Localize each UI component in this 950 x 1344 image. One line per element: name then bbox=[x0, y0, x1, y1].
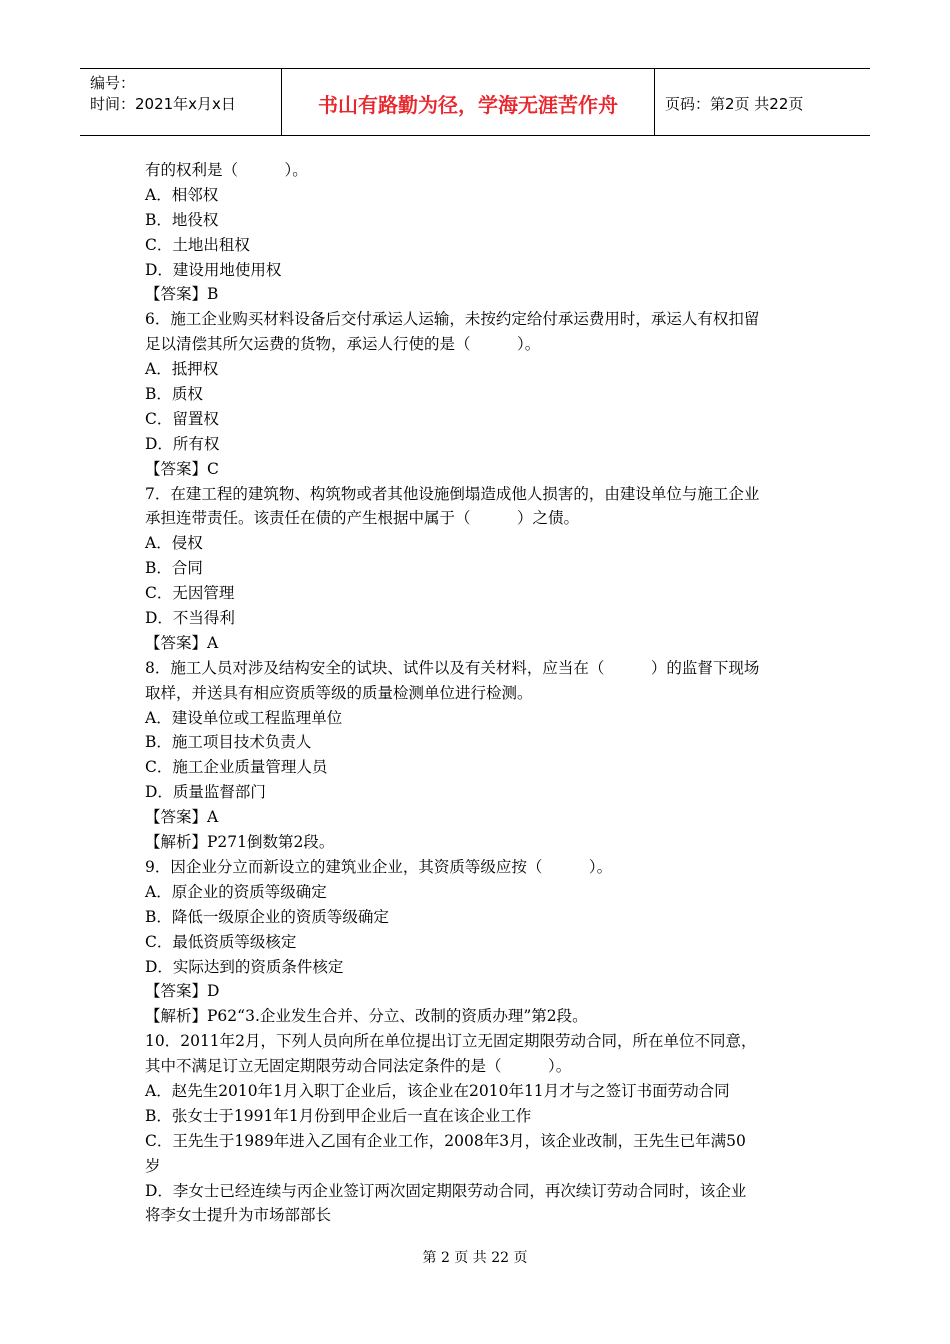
text-line: A．建设单位或工程监理单位 bbox=[145, 708, 343, 727]
text-line: B．施工项目技术负责人 bbox=[145, 733, 312, 752]
text-line: 有的权利是（ ）。 bbox=[145, 161, 308, 179]
text-line: 9．因企业分立而新设立的建筑业企业，其资质等级应按（ ）。 bbox=[145, 857, 613, 876]
text-line: B．合同 bbox=[145, 559, 203, 578]
text-line: C．无因管理 bbox=[145, 584, 235, 603]
text-line: 【解析】P271倒数第2段。 bbox=[145, 833, 335, 852]
text-line: D．不当得利 bbox=[145, 609, 235, 628]
text-line: 取样，并送具有相应资质等级的质量检测单位进行检测。 bbox=[145, 683, 533, 702]
text-line: C．王先生于1989年进入乙国有企业工作，2008年3月，该企业改制，王先生已年满50 bbox=[145, 1131, 746, 1150]
header-page-info: 页码：第2页 共22页 bbox=[665, 95, 804, 113]
text-line: A．抵押权 bbox=[145, 360, 219, 379]
header-motto: 书山有路勤为径，学海无涯苦作舟 bbox=[318, 93, 618, 117]
text-line: 7．在建工程的建筑物、构筑物或者其他设施倒塌造成他人损害的，由建设单位与施工企业 bbox=[145, 484, 760, 503]
text-line: B．地役权 bbox=[145, 210, 219, 229]
text-line: 【答案】C bbox=[145, 459, 219, 478]
header-divider-right bbox=[654, 69, 655, 136]
text-line: D．实际达到的资质条件核定 bbox=[145, 957, 344, 976]
text-line: 其中不满足订立无固定期限劳动合同法定条件的是（ ）。 bbox=[145, 1057, 572, 1076]
text-line: 将李女士提升为市场部部长 bbox=[145, 1206, 332, 1225]
text-line: 8．施工人员对涉及结构安全的试块、试件以及有关材料，应当在（ ）的监督下现场 bbox=[145, 658, 760, 677]
serial-label: 编号： bbox=[90, 74, 136, 92]
text-line: A．赵先生2010年1月入职丁企业后，该企业在2010年11月才与之签订书面劳动合同 bbox=[145, 1081, 730, 1100]
text-line: A．相邻权 bbox=[145, 185, 219, 204]
text-line: C．最低资质等级核定 bbox=[145, 932, 297, 951]
date-line: 时间：2021年x月x日 bbox=[90, 95, 236, 113]
text-line: D．所有权 bbox=[145, 434, 220, 453]
text-line: B．质权 bbox=[145, 385, 203, 404]
text-line: 足以清偿其所欠运费的货物，承运人行使的是（ ）。 bbox=[145, 335, 541, 354]
text-line: 6．施工企业购买材料设备后交付承运人运输，未按约定给付承运费用时，承运人有权扣留 bbox=[145, 310, 760, 329]
text-line: B．降低一级原企业的资质等级确定 bbox=[145, 907, 389, 926]
text-line: B．张女士于1991年1月份到甲企业后一直在该企业工作 bbox=[145, 1106, 532, 1125]
text-line: A．原企业的资质等级确定 bbox=[145, 882, 327, 901]
header-meta bbox=[90, 73, 236, 115]
text-line: A．侵权 bbox=[145, 534, 203, 553]
text-line: C．土地出租权 bbox=[145, 235, 250, 254]
text-line: 【解析】P62“3.企业发生合并、分立、改制的资质办理”第2段。 bbox=[145, 1007, 588, 1026]
text-line: C．留置权 bbox=[145, 409, 219, 428]
text-line: 【答案】A bbox=[145, 633, 219, 652]
page-header bbox=[80, 68, 870, 136]
text-line: D．李女士已经连续与丙企业签订两次固定期限劳动合同，再次续订劳动合同时，该企业 bbox=[145, 1181, 747, 1200]
text-line: 【答案】B bbox=[145, 285, 219, 304]
page-footer: 第 2 页 共 22 页 bbox=[422, 1250, 528, 1266]
text-line: D．建设用地使用权 bbox=[145, 260, 282, 279]
document-body bbox=[145, 158, 810, 1228]
text-line: D．质量监督部门 bbox=[145, 783, 266, 802]
text-line: 10．2011年2月，下列人员向所在单位提出订立无固定期限劳动合同，所在单位不同意， bbox=[145, 1032, 757, 1051]
text-line: 承担连带责任。该责任在债的产生根据中属于（ ）之债。 bbox=[145, 509, 580, 528]
text-line: 【答案】D bbox=[145, 982, 220, 1001]
text-line: 【答案】A bbox=[145, 808, 219, 827]
text-line: C．施工企业质量管理人员 bbox=[145, 758, 328, 777]
text-line: 岁 bbox=[145, 1156, 161, 1175]
